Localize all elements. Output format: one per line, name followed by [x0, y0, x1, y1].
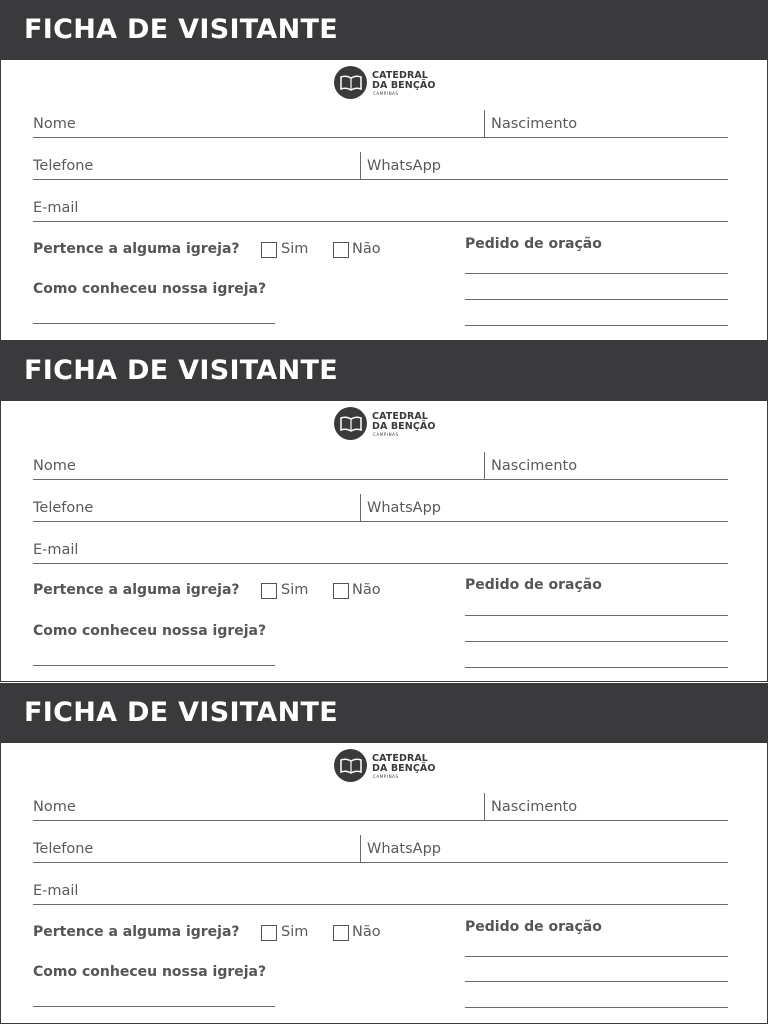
phone-whatsapp-divider: [360, 835, 361, 863]
prayer-line-1[interactable]: [465, 615, 728, 616]
phone-field[interactable]: [33, 862, 728, 863]
book-icon: [334, 749, 367, 782]
how-found-field[interactable]: [33, 1006, 275, 1007]
card-header: [0, 341, 768, 401]
prayer-line-3[interactable]: [465, 667, 728, 668]
card-title: FICHA DE VISITANTE: [24, 14, 338, 45]
phone-whatsapp-divider: [360, 152, 361, 180]
phone-label: Telefone: [33, 158, 94, 174]
church-logo: [334, 66, 444, 100]
birth-label: Nascimento: [491, 799, 578, 815]
yes-label: Sim: [281, 582, 309, 598]
prayer-line-1[interactable]: [465, 956, 728, 957]
whatsapp-label: WhatsApp: [367, 500, 441, 516]
book-icon: [334, 407, 367, 440]
phone-label: Telefone: [33, 841, 94, 857]
logo-text-line2: DA BENÇÃO: [372, 763, 436, 774]
logo-text-line1: CATEDRAL: [372, 411, 428, 422]
church-logo: [334, 749, 444, 783]
name-label: Nome: [33, 116, 76, 132]
logo-text-line2: DA BENÇÃO: [372, 80, 436, 91]
logo-text-line3: CAMPINAS: [373, 91, 399, 96]
no-label: Não: [352, 924, 381, 940]
no-label: Não: [352, 241, 381, 257]
prayer-line-2[interactable]: [465, 641, 728, 642]
visitor-form-card: [0, 341, 768, 682]
church-question: Pertence a alguma igreja?: [33, 924, 240, 940]
prayer-line-2[interactable]: [465, 981, 728, 982]
yes-label: Sim: [281, 241, 309, 257]
card-header: [0, 683, 768, 743]
name-field[interactable]: [33, 820, 728, 821]
church-question: Pertence a alguma igreja?: [33, 241, 240, 257]
book-icon: [334, 66, 367, 99]
name-label: Nome: [33, 458, 76, 474]
prayer-line-1[interactable]: [465, 273, 728, 274]
email-field[interactable]: [33, 904, 728, 905]
visitor-form-card: [0, 0, 768, 341]
prayer-request-label: Pedido de oração: [465, 919, 602, 935]
logo-text-line1: CATEDRAL: [372, 753, 428, 764]
birth-label: Nascimento: [491, 458, 578, 474]
logo-text-line3: CAMPINAS: [373, 432, 399, 437]
phone-label: Telefone: [33, 500, 94, 516]
name-birth-divider: [484, 110, 485, 138]
prayer-request-label: Pedido de oração: [465, 577, 602, 593]
how-found-field[interactable]: [33, 323, 275, 324]
how-found-question: Como conheceu nossa igreja?: [33, 281, 267, 297]
church-question: Pertence a alguma igreja?: [33, 582, 240, 598]
email-label: E-mail: [33, 883, 79, 899]
how-found-question: Como conheceu nossa igreja?: [33, 964, 267, 980]
prayer-line-3[interactable]: [465, 325, 728, 326]
card-title: FICHA DE VISITANTE: [24, 697, 338, 728]
email-label: E-mail: [33, 200, 79, 216]
name-field[interactable]: [33, 137, 728, 138]
yes-checkbox[interactable]: [261, 242, 277, 258]
prayer-request-label: Pedido de oração: [465, 236, 602, 252]
email-label: E-mail: [33, 542, 79, 558]
email-field[interactable]: [33, 221, 728, 222]
card-title: FICHA DE VISITANTE: [24, 355, 338, 386]
no-checkbox[interactable]: [333, 583, 349, 599]
prayer-line-2[interactable]: [465, 299, 728, 300]
phone-field[interactable]: [33, 179, 728, 180]
email-field[interactable]: [33, 563, 728, 564]
how-found-field[interactable]: [33, 665, 275, 666]
whatsapp-label: WhatsApp: [367, 158, 441, 174]
no-checkbox[interactable]: [333, 925, 349, 941]
card-body: [0, 60, 768, 341]
how-found-question: Como conheceu nossa igreja?: [33, 623, 267, 639]
card-body: [0, 743, 768, 1024]
prayer-line-3[interactable]: [465, 1007, 728, 1008]
church-logo: [334, 407, 444, 441]
logo-text-line2: DA BENÇÃO: [372, 421, 436, 432]
phone-whatsapp-divider: [360, 494, 361, 522]
name-label: Nome: [33, 799, 76, 815]
phone-field[interactable]: [33, 521, 728, 522]
card-header: [0, 0, 768, 60]
name-birth-divider: [484, 793, 485, 821]
no-checkbox[interactable]: [333, 242, 349, 258]
card-body: [0, 401, 768, 682]
name-field[interactable]: [33, 479, 728, 480]
whatsapp-label: WhatsApp: [367, 841, 441, 857]
no-label: Não: [352, 582, 381, 598]
yes-checkbox[interactable]: [261, 925, 277, 941]
birth-label: Nascimento: [491, 116, 578, 132]
logo-text-line3: CAMPINAS: [373, 774, 399, 779]
yes-checkbox[interactable]: [261, 583, 277, 599]
logo-text-line1: CATEDRAL: [372, 70, 428, 81]
name-birth-divider: [484, 452, 485, 480]
yes-label: Sim: [281, 924, 309, 940]
visitor-form-card: [0, 683, 768, 1024]
